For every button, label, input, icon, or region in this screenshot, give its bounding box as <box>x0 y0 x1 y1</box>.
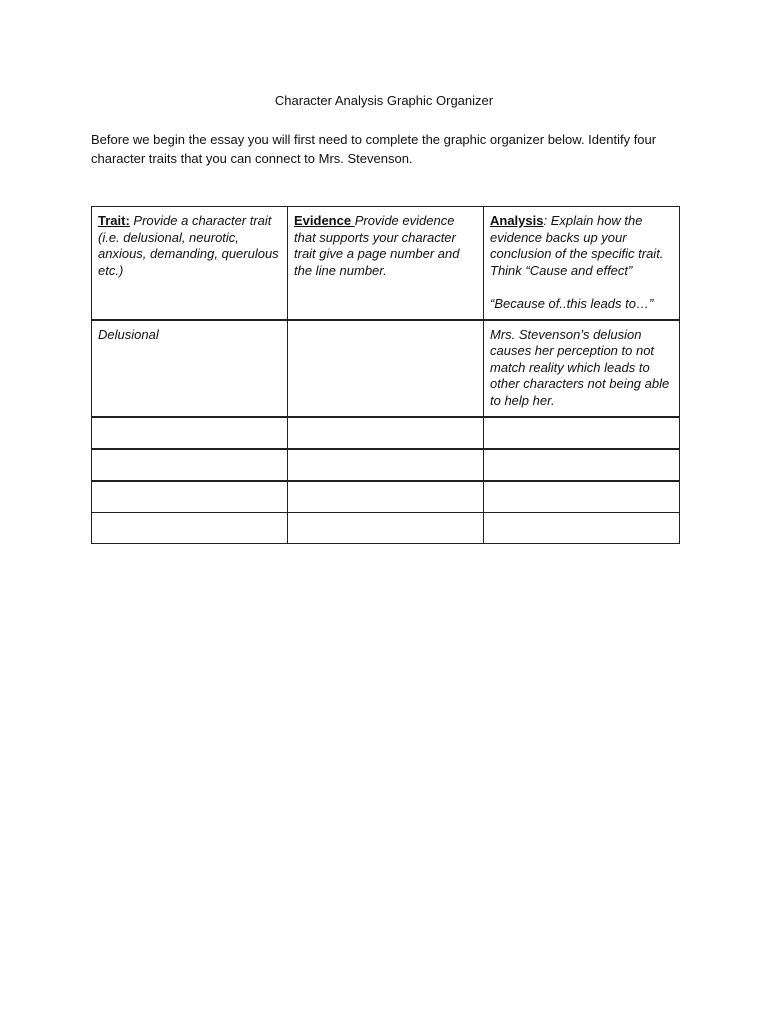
evidence-cell[interactable] <box>288 512 484 543</box>
table-row <box>92 417 680 449</box>
document-title: Character Analysis Graphic Organizer <box>274 93 494 108</box>
header-analysis <box>484 207 680 320</box>
analysis-cell[interactable] <box>484 417 680 449</box>
header-trait-description: Provide a character trait (i.e. delusional, neurotic, anxious, demanding, querulous etc.) <box>98 213 279 278</box>
analysis-cell[interactable] <box>484 481 680 513</box>
header-trait-label: Trait: <box>98 213 130 228</box>
header-evidence <box>288 207 484 320</box>
table-row <box>92 449 680 481</box>
header-analysis-label: Analysis <box>490 213 544 228</box>
evidence-cell[interactable] <box>288 481 484 513</box>
header-analysis-description: Explain how the evidence backs up your conclusion of the specific trait. Think “Cause and effect” <box>490 213 664 278</box>
trait-cell[interactable]: Delusional <box>92 320 288 417</box>
header-evidence-description: Provide evidence that supports your character trait give a page number and the line number. <box>294 213 460 278</box>
evidence-cell[interactable] <box>288 320 484 417</box>
intro-paragraph: Before we begin the essay you will first need to complete the graphic organizer below. Identify four character traits that you can connect to Mrs. Stevenson. <box>91 132 657 166</box>
analysis-cell[interactable] <box>484 512 680 543</box>
trait-cell[interactable] <box>92 512 288 543</box>
header-trait <box>92 207 288 320</box>
header-analysis-separator: : <box>543 213 551 228</box>
graphic-organizer-table <box>91 206 680 544</box>
table-row <box>92 320 680 417</box>
header-analysis-example: “Because of..this leads to…” <box>490 296 654 311</box>
table-row <box>92 481 680 513</box>
evidence-cell[interactable] <box>288 417 484 449</box>
evidence-cell[interactable] <box>288 449 484 481</box>
header-row <box>92 207 680 320</box>
analysis-cell[interactable]: Mrs. Stevenson’s delusion causes her perception to not match reality which leads to other characters not being able to help her. <box>484 320 680 417</box>
analysis-cell[interactable] <box>484 449 680 481</box>
trait-cell[interactable] <box>92 417 288 449</box>
trait-cell[interactable] <box>92 449 288 481</box>
table-row <box>92 512 680 543</box>
header-evidence-label: Evidence <box>294 213 355 228</box>
trait-cell[interactable] <box>92 481 288 513</box>
